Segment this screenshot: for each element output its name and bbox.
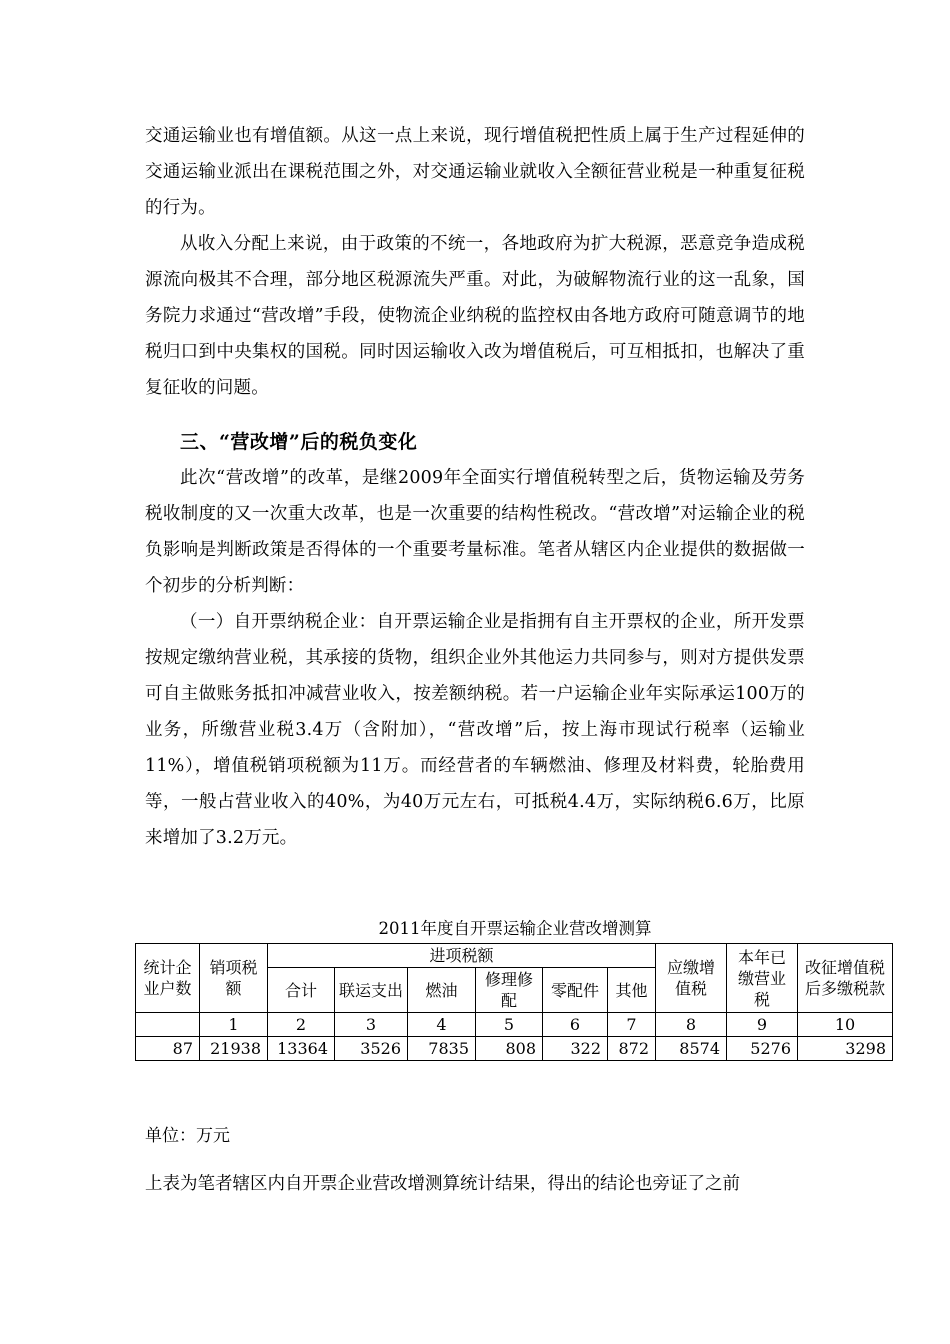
section-heading: 三、“营改增”后的税负变化 bbox=[180, 431, 418, 453]
data-cell: 21938 bbox=[200, 1037, 268, 1061]
paragraph-income-distribution: 从收入分配上来说，由于政策的不统一，各地政府为扩大税源，恶意竞争造成税源流向极其不合理，部分地区税源流失严重。对此，为破解物流行业的这一乱象，国务院力求通过“营改增”手段，使物流企业纳税的监控权由各地方政府可随意调节的地税归口到中央集权的国税。同时因运输收入改为增值税后，可互相抵扣，也解决了重复征收的问题。 bbox=[145, 234, 805, 398]
table-index-row bbox=[136, 1013, 893, 1037]
index-cell: 6 bbox=[543, 1013, 608, 1037]
data-cell: 3526 bbox=[335, 1037, 408, 1061]
subheader-total: 合计 bbox=[268, 968, 335, 1013]
data-cell: 8574 bbox=[656, 1037, 727, 1061]
index-cell bbox=[136, 1013, 200, 1037]
subheader-other: 其他 bbox=[608, 968, 656, 1013]
table-header-row bbox=[136, 944, 893, 968]
subheader-parts: 零配件 bbox=[543, 968, 608, 1013]
index-cell: 8 bbox=[656, 1013, 727, 1037]
subheader-repair: 修理修配 bbox=[476, 968, 543, 1013]
header-output-tax: 销项税额 bbox=[200, 944, 268, 1013]
subheader-fuel: 燃油 bbox=[408, 968, 476, 1013]
header-business-tax-paid: 本年已缴营业税 bbox=[727, 944, 798, 1013]
paragraph-self-invoicing: （一）自开票纳税企业：自开票运输企业是指拥有自主开票权的企业，所开发票按规定缴纳营业税，其承接的货物，组织企业外其他运力共同参与，则对方提供发票可自主做账务抵扣冲减营业收入，按差额纳税。若一户运输企业年实际承运100万的业务，所缴营业税3.4万（含附加），“营改增”后，按上海市现试行税率（运输业11%），增值税销项税额为11万。而经营者的车辆燃油、修理及材料费，轮胎费用等，一般占营业收入的40%，为40万元左右，可抵税4.4万，实际纳税6.6万，比原来增加了3.2万元。 bbox=[145, 612, 805, 848]
tax-estimate-table bbox=[135, 943, 893, 1061]
index-cell: 3 bbox=[335, 1013, 408, 1037]
index-cell: 5 bbox=[476, 1013, 543, 1037]
header-enterprise-count: 统计企业户数 bbox=[136, 944, 200, 1013]
paragraph-reform-intro: 此次“营改增”的改革，是继2009年全面实行增值税转型之后，货物运输及劳务税收制度的又一次重大改革，也是一次重要的结构性税改。“营改增”对运输企业的税负影响是判断政策是否得体的一个重要考量标准。笔者从辖区内企业提供的数据做一个初步的分析判断： bbox=[145, 468, 805, 596]
data-cell: 5276 bbox=[727, 1037, 798, 1061]
data-cell: 87 bbox=[136, 1037, 200, 1061]
data-cell: 322 bbox=[543, 1037, 608, 1061]
header-vat-payable: 应缴增值税 bbox=[656, 944, 727, 1013]
header-extra-tax: 改征增值税后多缴税款 bbox=[798, 944, 893, 1013]
unit-note: 单位：万元 bbox=[145, 1126, 230, 1146]
data-cell: 872 bbox=[608, 1037, 656, 1061]
index-cell: 9 bbox=[727, 1013, 798, 1037]
table-caption: 2011年度自开票运输企业营改增测算 bbox=[378, 919, 652, 938]
data-cell: 7835 bbox=[408, 1037, 476, 1061]
paragraph-transport-vat: 交通运输业也有增值额。从这一点上来说，现行增值税把性质上属于生产过程延伸的交通运输业派出在课税范围之外，对交通运输业就收入全额征营业税是一种重复征税的行为。 bbox=[145, 126, 805, 218]
data-cell: 3298 bbox=[798, 1037, 893, 1061]
index-cell: 1 bbox=[200, 1013, 268, 1037]
index-cell: 4 bbox=[408, 1013, 476, 1037]
index-cell: 7 bbox=[608, 1013, 656, 1037]
header-input-tax: 进项税额 bbox=[268, 944, 656, 968]
subheader-joint-transport: 联运支出 bbox=[335, 968, 408, 1013]
table-data-row bbox=[136, 1037, 893, 1061]
index-cell: 2 bbox=[268, 1013, 335, 1037]
paragraph-table-conclusion: 上表为笔者辖区内自开票企业营改增测算统计结果，得出的结论也旁证了之前 bbox=[145, 1174, 740, 1194]
document-body bbox=[145, 118, 805, 856]
data-cell: 13364 bbox=[268, 1037, 335, 1061]
index-cell: 10 bbox=[798, 1013, 893, 1037]
data-cell: 808 bbox=[476, 1037, 543, 1061]
